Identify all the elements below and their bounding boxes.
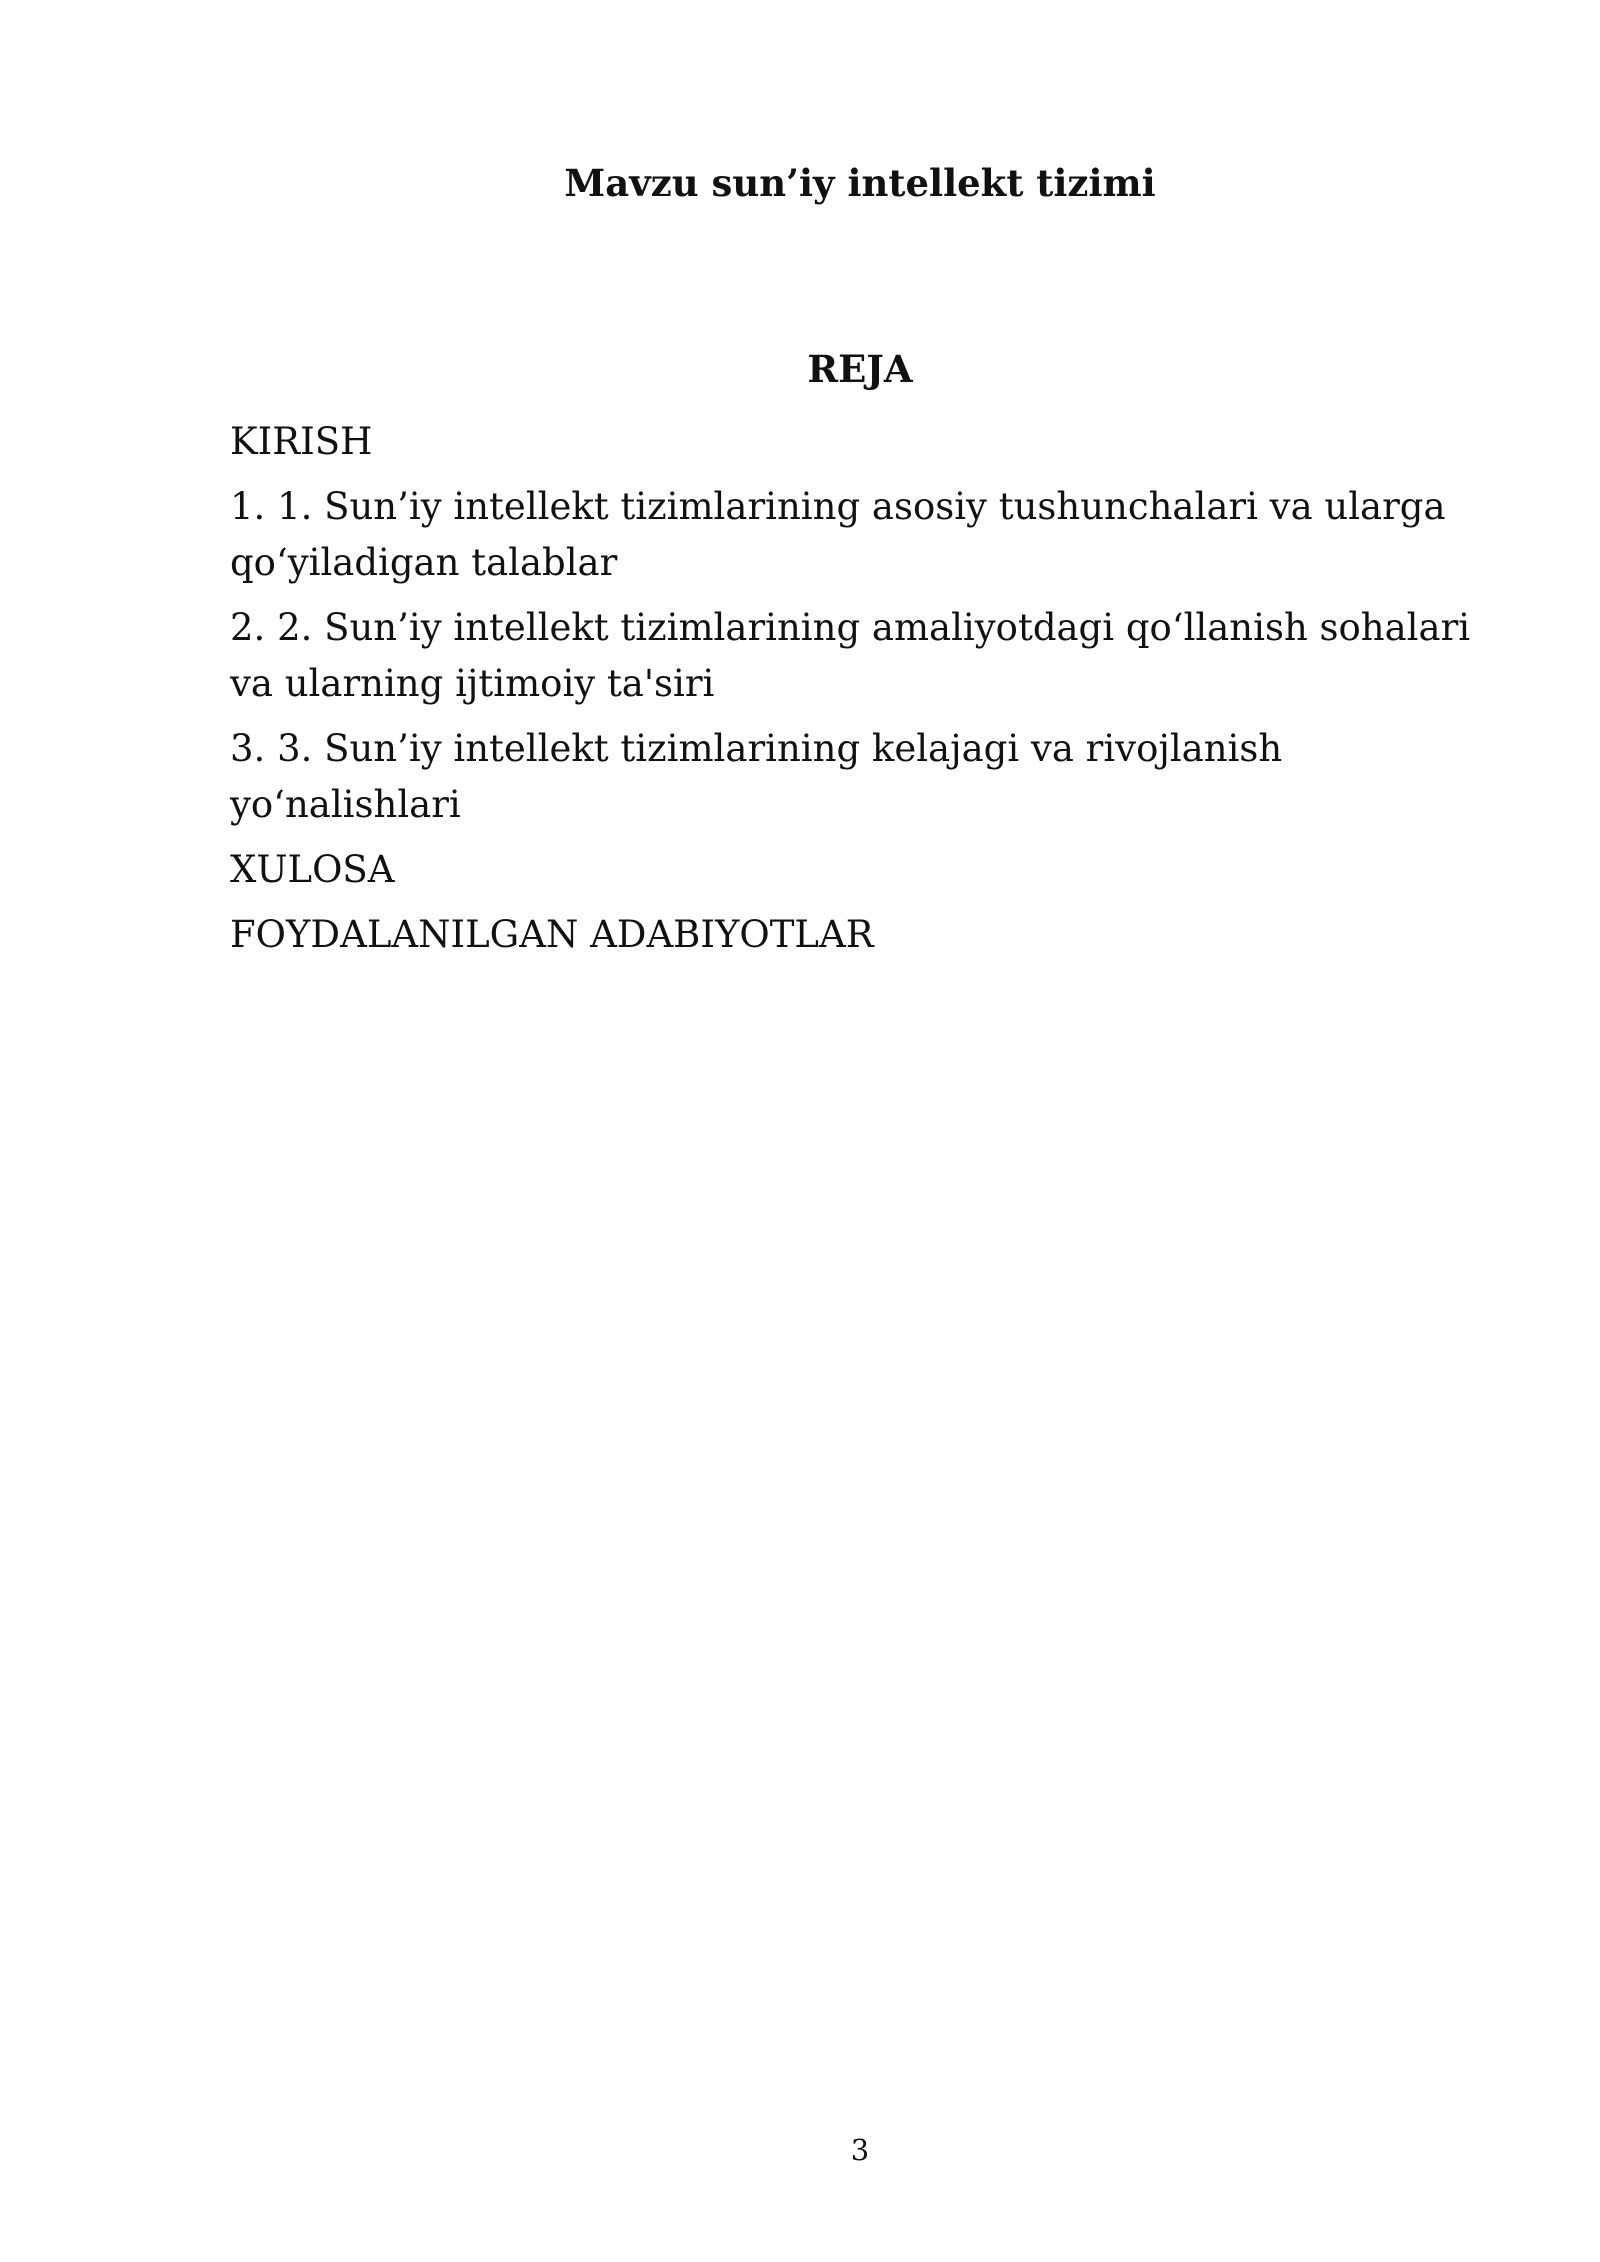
document-title: Mavzu sun’iy intellekt tizimi [564, 161, 1156, 205]
plan-item-3: 3. 3. Sun’iy intellekt tizimlarining kelajagi va rivojlanish yo‘nalishlari [230, 727, 1283, 826]
plan-item-conclusion: XULOSA [230, 848, 395, 891]
plan-item-1: 1. 1. Sun’iy intellekt tizimlarining asosiy tushunchalari va ularga qo‘yiladigan talablar [230, 485, 1446, 584]
plan-item-2: 2. 2. Sun’iy intellekt tizimlarining amaliyotdagi qo‘llanish sohalari va ularning ijtimoiy ta'siri [230, 606, 1471, 705]
page-number: 3 [850, 2133, 870, 2167]
plan-heading: REJA [807, 347, 913, 391]
plan-item-introduction: KIRISH [230, 420, 373, 463]
plan-list [230, 414, 1480, 972]
plan-item-references: FOYDALANILGAN ADABIYOTLAR [230, 913, 874, 956]
